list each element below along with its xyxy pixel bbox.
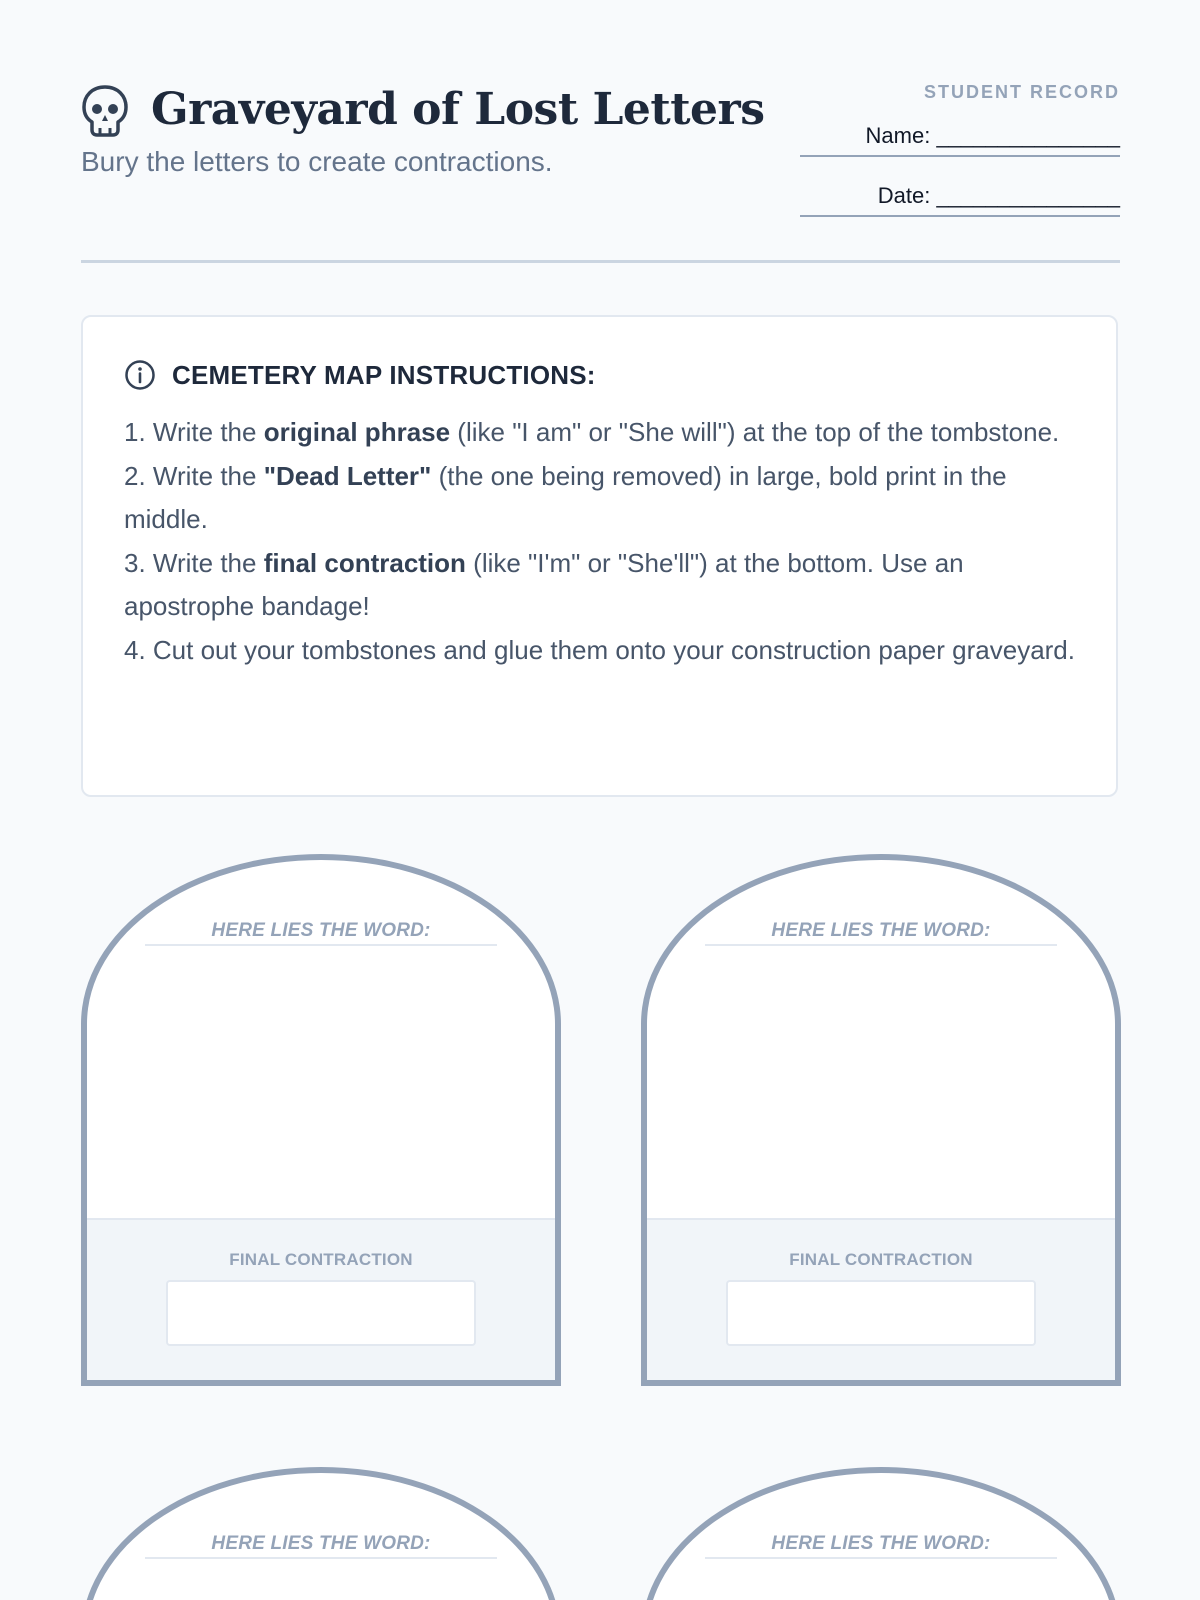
tombstone (81, 854, 561, 1386)
instructions-box (81, 315, 1118, 797)
student-record-label: STUDENT RECORD (923, 82, 1120, 102)
skull-icon (81, 84, 129, 138)
instructions-list (124, 411, 1076, 672)
final-contraction-box[interactable] (726, 1280, 1036, 1346)
title-row (81, 80, 765, 138)
instruction-step: 1. Write the original phrase (like "I am" or "She will") at the top of the tombstone. (124, 417, 1060, 447)
worksheet-header (81, 80, 1120, 263)
tombstone (81, 1467, 561, 1600)
instruction-step: 3. Write the final contraction (like "I'm" or "She'll") at the bottom. Use an apostrophe bandage! (124, 547, 964, 621)
tombstone-heading: HERE LIES THE WORD: (705, 1533, 1057, 1559)
final-contraction-area (87, 1218, 555, 1380)
final-contraction-box[interactable] (166, 1280, 476, 1346)
info-icon (124, 359, 156, 391)
name-field[interactable]: Name: _______________ (800, 123, 1120, 157)
final-contraction-label: FINAL CONTRACTION (789, 1250, 973, 1269)
final-contraction-label: FINAL CONTRACTION (229, 1250, 413, 1269)
instructions-heading-row (124, 359, 1076, 391)
tombstone-heading: HERE LIES THE WORD: (705, 920, 1057, 946)
instructions-heading: CEMETERY MAP INSTRUCTIONS: (172, 359, 596, 390)
page-title: Graveyard of Lost Letters (151, 83, 765, 135)
date-field[interactable]: Date: _______________ (800, 183, 1120, 217)
tombstone (641, 1467, 1121, 1600)
tombstone-heading: HERE LIES THE WORD: (145, 920, 497, 946)
tombstone (641, 854, 1121, 1386)
instruction-step: 2. Write the "Dead Letter" (the one being removed) in large, bold print in the middle. (124, 460, 1007, 534)
page-subtitle: Bury the letters to create contractions. (81, 146, 553, 177)
tombstone-heading: HERE LIES THE WORD: (145, 1533, 497, 1559)
student-record (800, 80, 1120, 217)
instruction-step: 4. Cut out your tombstones and glue them onto your construction paper graveyard. (124, 634, 1075, 665)
final-contraction-area (647, 1218, 1115, 1380)
